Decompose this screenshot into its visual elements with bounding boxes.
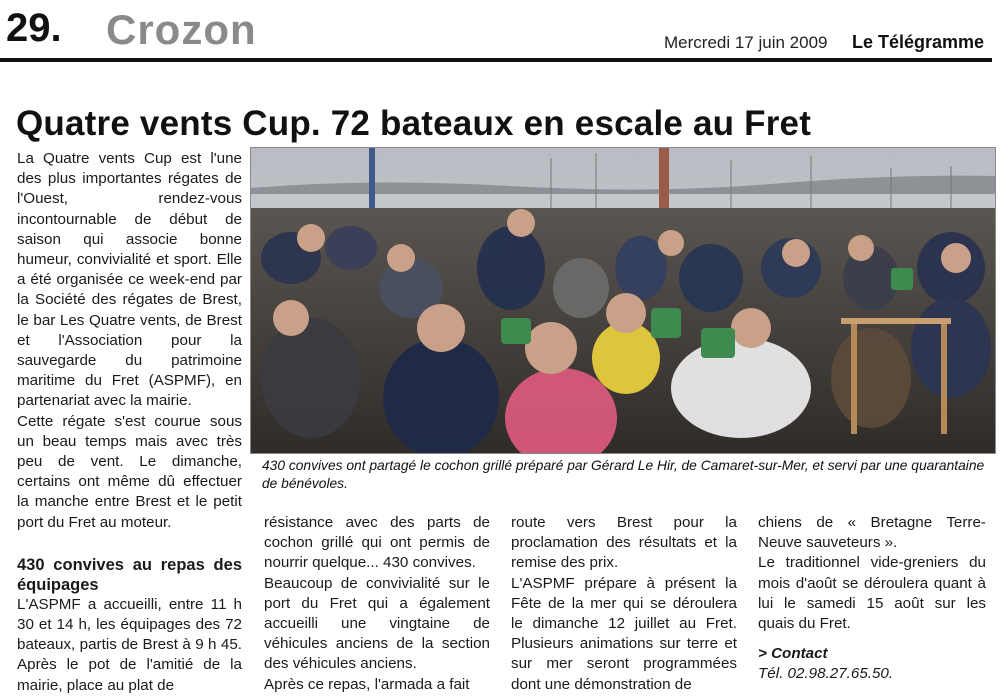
contact-label: > Contact bbox=[758, 645, 828, 663]
article-column-3 bbox=[511, 513, 737, 698]
article-photo bbox=[250, 147, 996, 454]
article-column-2 bbox=[264, 513, 490, 698]
paragraph: La Quatre vents Cup est l'une des plus importantes régates de l'Ouest, rendez-vous incontournable de début de saison qui associe bonne humeur, convivialité et sport. Elle a été organisée ce week-end par la Société des régates de Brest, le bar Les Quatre vents, de Brest et l'Association pour la sauvegarde du patrimoine maritime du Fret (ASPMF), en partenariat avec la mairie. bbox=[17, 150, 242, 410]
masthead bbox=[0, 0, 1000, 62]
paragraph: chiens de « Bretagne Terre-Neuve sauveteurs ». bbox=[758, 514, 986, 552]
paragraph: L'ASPMF prépare à présent la Fête de la mer qui se déroulera le dimanche 12 juillet au Fret. Plusieurs animations sur terre et sur mer seront programmées dont une démonstration de bbox=[511, 574, 737, 693]
paragraph: résistance avec des parts de cochon grillé qui ont permis de nourrir quelque... 430 convives. bbox=[264, 514, 490, 572]
article-headline: Quatre vents Cup. 72 bateaux en escale au Fret bbox=[16, 104, 812, 143]
newspaper-name: Le Télégramme bbox=[852, 32, 985, 52]
article-column-1 bbox=[17, 149, 242, 698]
paragraph: Le traditionnel vide-greniers du mois d'août se déroulera quant à lui le samedi 15 août sur les quais du Fret. bbox=[758, 554, 986, 633]
section-title: Crozon bbox=[106, 6, 257, 53]
masthead-rule bbox=[0, 58, 992, 62]
article-column-4 bbox=[758, 513, 986, 698]
paragraph: Cette régate s'est courue sous un beau temps mais avec très peu de vent. Le dimanche, certains ont même dû effectuer la manche entre Brest et le petit port du Fret au moteur. bbox=[17, 412, 242, 531]
paragraph: L'ASPMF a accueilli, entre 11 h 30 et 14 h, les équipages des 72 bateaux, partis de Brest à 9 h 45. Après le pot de l'amitié de la mairie, place au plat de bbox=[17, 595, 242, 694]
photo-caption: 430 convives ont partagé le cochon grillé préparé par Gérard Le Hir, de Camaret-sur-Mer, et servi par une quarantaine de bénévoles. bbox=[262, 458, 985, 491]
page-number: 29. bbox=[6, 6, 62, 50]
contact-phone: Tél. 02.98.27.65.50. bbox=[758, 665, 894, 683]
publication-date: Mercredi 17 juin 2009 bbox=[664, 33, 828, 52]
paragraph: Après ce repas, l'armada a fait bbox=[264, 675, 470, 693]
subheading: 430 convives au repas des équipages bbox=[17, 555, 242, 594]
paragraph: Beaucoup de convivialité sur le port du Fret qui a également accueilli une vingtaine de véhicules anciens de la section des véhicules anciens. bbox=[264, 574, 490, 673]
paragraph: route vers Brest pour la proclamation des résultats et la remise des prix. bbox=[511, 514, 737, 572]
